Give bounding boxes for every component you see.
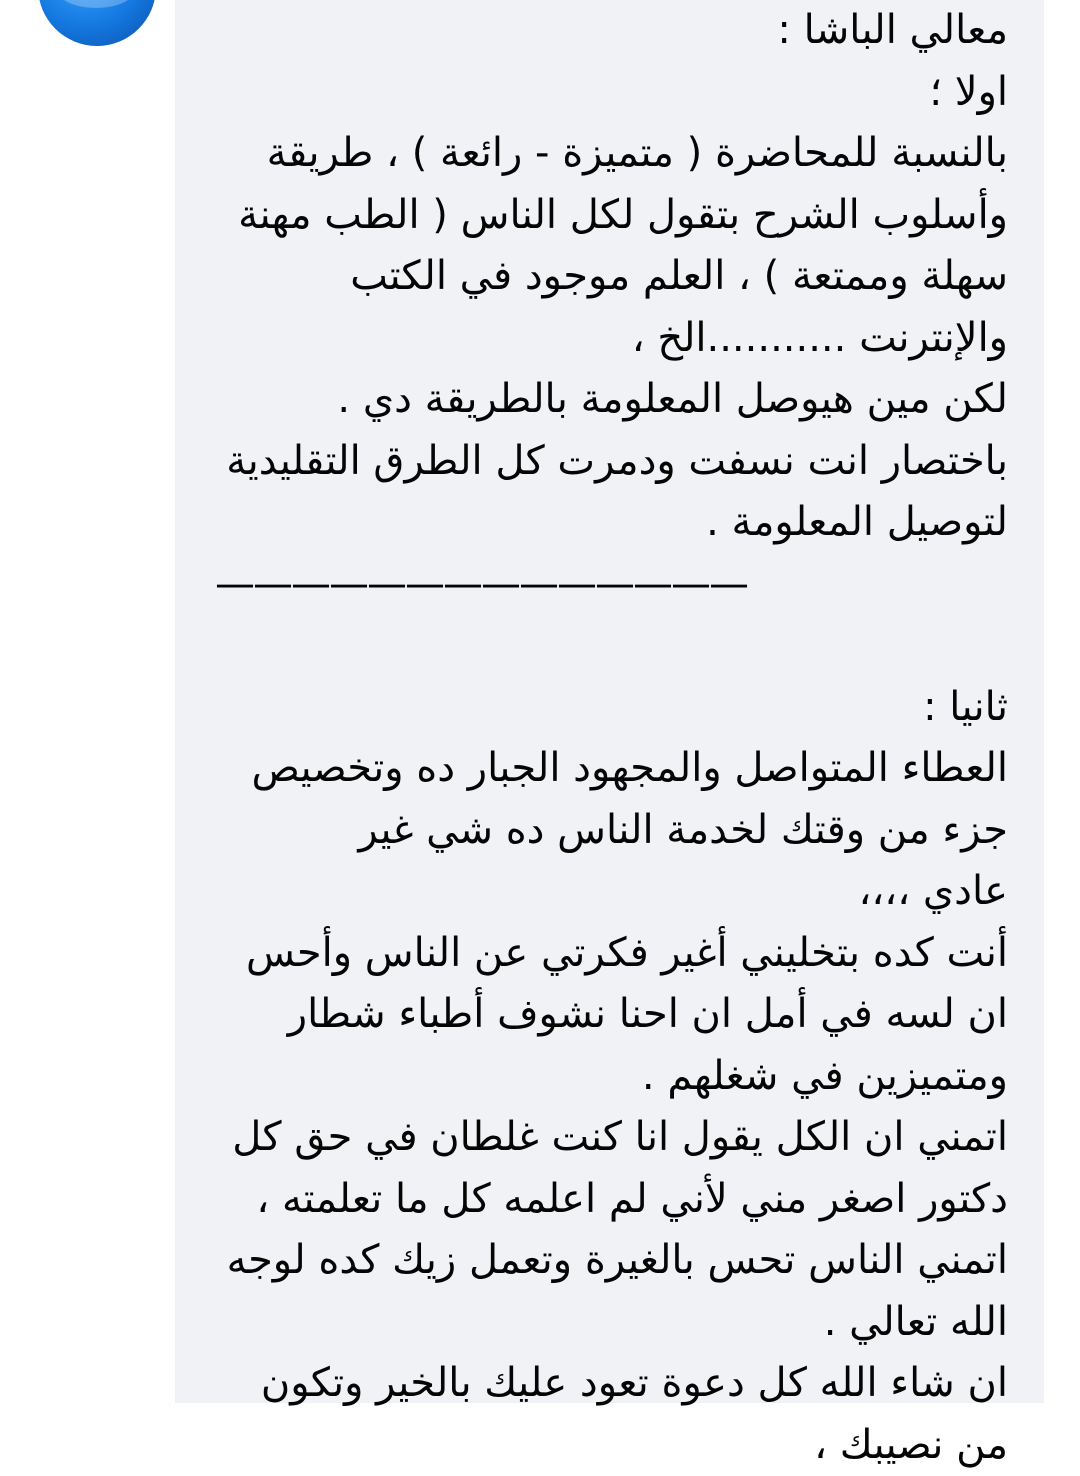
- comment-line: بالنسبة للمحاضرة ( متميزة - رائعة ) ، طريقة: [215, 123, 1008, 185]
- comment-line: لتوصيل المعلومة .: [215, 492, 1008, 554]
- comment-line: اتمني ان الكل يقول انا كنت غلطان في حق كل: [215, 1107, 1008, 1169]
- comment-bubble: [175, 0, 1044, 1403]
- avatar[interactable]: [38, 0, 156, 46]
- comment-line: من نصيبك ،: [215, 1415, 1008, 1476]
- comment-line: الله تعالي .: [215, 1292, 1008, 1354]
- comment-line: لكن مين هيوصل المعلومة بالطريقة دي .: [215, 369, 1008, 431]
- comment-line: العطاء المتواصل والمجهود الجبار ده وتخصيص: [215, 738, 1008, 800]
- comment-line: والإنترنت ...........الخ ،: [215, 308, 1008, 370]
- comment-line: باختصار انت نسفت ودمرت كل الطرق التقليدية: [215, 431, 1008, 493]
- comment-text: [215, 0, 1008, 1476]
- comment-line: سهلة وممتعة ) ، العلم موجود في الكتب: [215, 246, 1008, 308]
- comment-line: دكتور اصغر مني لأني لم اعلمه كل ما تعلمته ،: [215, 1169, 1008, 1231]
- comment-line: اولا ؛: [215, 62, 1008, 124]
- comment-line: ثانيا :: [215, 677, 1008, 739]
- comment-line: جزء من وقتك لخدمة الناس ده شي غير: [215, 800, 1008, 862]
- comment-line: أنت كده بتخليني أغير فكرتي عن الناس وأحس: [215, 923, 1008, 985]
- comment-line: عادي ،،،،: [215, 861, 1008, 923]
- comment-line: معالي الباشا :: [215, 0, 1008, 62]
- comment-line: ومتميزين في شغلهم .: [215, 1046, 1008, 1108]
- blank-line: [215, 615, 1008, 677]
- comment-line: ان لسه في أمل ان احنا نشوف أطباء شطار: [215, 984, 1008, 1046]
- comment-line: ان شاء الله كل دعوة تعود عليك بالخير وتكون: [215, 1353, 1008, 1415]
- comment-line: اتمني الناس تحس بالغيرة وتعمل زيك كده لوجه: [215, 1230, 1008, 1292]
- text-divider: ——————————————: [215, 554, 1008, 616]
- comment-line: وأسلوب الشرح بتقول لكل الناس ( الطب مهنة: [215, 185, 1008, 247]
